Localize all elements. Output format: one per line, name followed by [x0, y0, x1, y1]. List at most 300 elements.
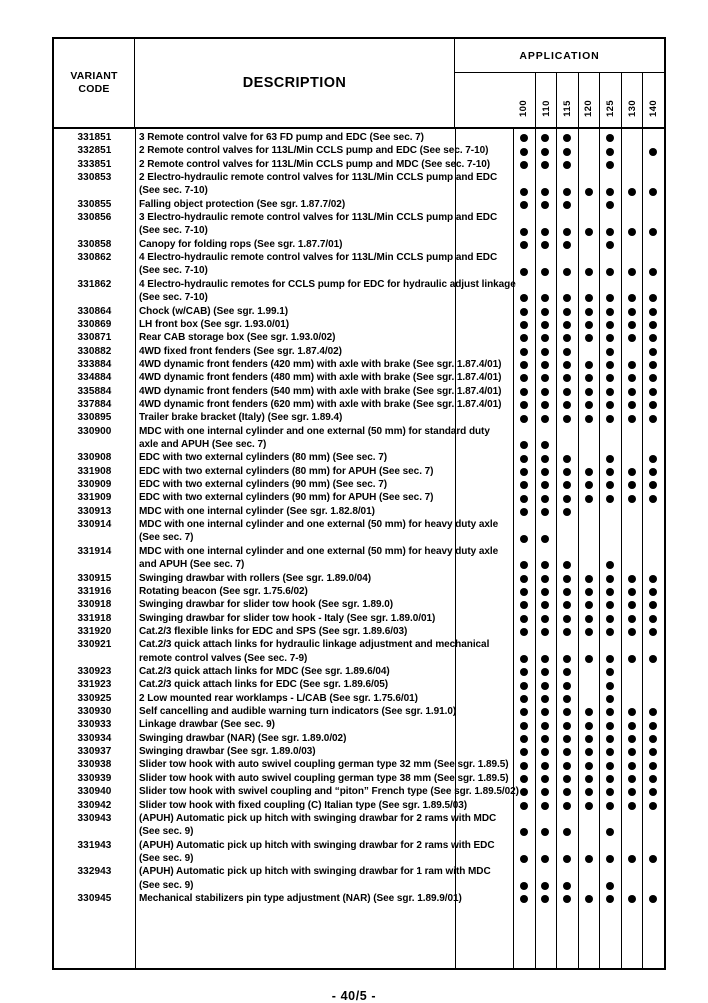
application-mark-125: [606, 388, 614, 396]
table-row: [54, 251, 664, 278]
application-mark-120: [585, 588, 593, 596]
application-mark-115: [563, 561, 571, 569]
application-mark-115: [563, 321, 571, 329]
description-line: (See sec. 7-10): [139, 292, 208, 304]
application-mark-125: [606, 722, 614, 730]
application-marks: [513, 251, 664, 278]
table-row: [54, 411, 664, 424]
description-line: Swinging drawbar (NAR) (See sgr. 1.89.0/02): [139, 732, 347, 744]
application-marks: [513, 785, 664, 798]
application-mark-120: [585, 708, 593, 716]
header-cell-variant-code: [54, 39, 135, 127]
application-mark-115: [563, 788, 571, 796]
application-mark-125: [606, 268, 614, 276]
application-mark-110: [541, 882, 549, 890]
description-text: [139, 144, 489, 157]
header-app-column-110: [535, 73, 557, 127]
application-mark-100: [520, 134, 528, 142]
description-line: Swinging drawbar for slider tow hook (See sgr. 1.89.0): [139, 599, 394, 611]
application-mark-125: [606, 828, 614, 836]
application-mark-100: [520, 802, 528, 810]
application-mark-140: [649, 495, 657, 503]
application-mark-110: [541, 722, 549, 730]
application-mark-130: [628, 188, 636, 196]
application-mark-130: [628, 748, 636, 756]
variant-code: 330913: [77, 505, 112, 517]
application-mark-100: [520, 762, 528, 770]
application-mark-125: [606, 188, 614, 196]
variant-code: 331920: [77, 625, 112, 637]
description-line: EDC with two external cylinders (80 mm) (See sec. 7): [139, 452, 388, 464]
description-line: (See sec. 7-10): [139, 185, 208, 197]
application-mark-130: [628, 361, 636, 369]
description-line: (See sec. 7): [139, 532, 194, 544]
application-mark-110: [541, 401, 549, 409]
application-mark-125: [606, 228, 614, 236]
application-mark-120: [585, 601, 593, 609]
application-mark-140: [649, 321, 657, 329]
application-mark-110: [541, 294, 549, 302]
application-mark-115: [563, 308, 571, 316]
application-mark-100: [520, 228, 528, 236]
table-row: [54, 171, 664, 198]
application-mark-130: [628, 615, 636, 623]
table-row: [54, 612, 664, 625]
application-mark-130: [628, 762, 636, 770]
description-text: [139, 305, 453, 318]
application-mark-110: [541, 201, 549, 209]
application-mark-125: [606, 748, 614, 756]
application-mark-100: [520, 481, 528, 489]
application-mark-115: [563, 762, 571, 770]
application-mark-120: [585, 481, 593, 489]
description-text: [139, 665, 453, 678]
header-app-column-label-wrap: [579, 93, 600, 123]
header-app-column-130: [621, 73, 643, 127]
application-mark-120: [585, 802, 593, 810]
variant-code: 330858: [77, 238, 112, 250]
description-text: [139, 745, 453, 758]
application-mark-125: [606, 334, 614, 342]
variant-code: 330938: [77, 759, 112, 771]
application-mark-110: [541, 615, 549, 623]
application-mark-110: [541, 268, 549, 276]
application-marks: [513, 865, 664, 892]
application-mark-100: [520, 601, 528, 609]
header-app-column-label: 120: [583, 99, 595, 117]
description-line: Cat.2/3 quick attach links for hydraulic linkage adjustment and mechanical: [139, 639, 490, 651]
application-mark-110: [541, 668, 549, 676]
description-line: 3 Electro-hydraulic remote control valves for 113L/Min CCLS pump and EDC: [139, 212, 498, 224]
application-mark-120: [585, 722, 593, 730]
application-mark-125: [606, 788, 614, 796]
application-mark-110: [541, 188, 549, 196]
application-marks: [513, 732, 664, 745]
variant-code: 330914: [77, 519, 112, 531]
header-app-column-125: [599, 73, 621, 127]
application-marks: [513, 665, 664, 678]
application-mark-115: [563, 455, 571, 463]
application-mark-100: [520, 735, 528, 743]
description-line: Swinging drawbar with rollers (See sgr. 1.89.0/04): [139, 572, 372, 584]
description-line: Cat.2/3 quick attach links for MDC (See sgr. 1.89.6/04): [139, 666, 390, 677]
description-line: 2 Remote control valves for 113L/Min CCLS pump and MDC (See sec. 7-10): [139, 158, 491, 170]
variant-code: 330856: [77, 212, 112, 224]
application-mark-100: [520, 628, 528, 636]
variant-code: 330921: [77, 639, 112, 651]
application-mark-130: [628, 628, 636, 636]
application-mark-125: [606, 348, 614, 356]
application-marks: [513, 131, 664, 144]
application-mark-110: [541, 735, 549, 743]
description-line: and APUH (See sec. 7): [139, 559, 245, 571]
application-mark-100: [520, 388, 528, 396]
variant-code: 330945: [77, 892, 112, 904]
application-mark-115: [563, 334, 571, 342]
variant-code: 330933: [77, 719, 112, 731]
application-mark-125: [606, 802, 614, 810]
table-row: [54, 572, 664, 585]
application-mark-120: [585, 775, 593, 783]
application-mark-100: [520, 855, 528, 863]
description-line: Slider tow hook with auto swivel coupling german type 32 mm (See sgr. 1.89.5): [139, 759, 509, 771]
application-mark-110: [541, 561, 549, 569]
application-mark-100: [520, 308, 528, 316]
application-mark-100: [520, 508, 528, 516]
application-mark-130: [628, 321, 636, 329]
variant-code: 330915: [77, 572, 112, 584]
application-mark-115: [563, 828, 571, 836]
application-mark-100: [520, 495, 528, 503]
application-mark-140: [649, 148, 657, 156]
variant-code: 330934: [77, 732, 112, 744]
variant-code: 330882: [77, 345, 112, 357]
variant-code: 333884: [77, 358, 112, 370]
description-line: Cat.2/3 flexible links for EDC and SPS (See sgr. 1.89.6/03): [139, 625, 408, 637]
application-mark-125: [606, 361, 614, 369]
description-line: (See sec. 9): [139, 852, 194, 864]
description-line: Slider tow hook with fixed coupling (C) Italian type (See sgr. 1.89.5/03): [139, 799, 468, 811]
application-marks: [513, 678, 664, 691]
application-mark-125: [606, 735, 614, 743]
table-row: [54, 812, 664, 839]
application-mark-110: [541, 495, 549, 503]
application-mark-130: [628, 575, 636, 583]
application-mark-125: [606, 668, 614, 676]
application-mark-140: [649, 775, 657, 783]
application-mark-125: [606, 882, 614, 890]
application-mark-125: [606, 161, 614, 169]
description-text: [139, 491, 453, 504]
application-marks: [513, 425, 664, 452]
variant-code: 330862: [77, 252, 112, 264]
header-variant-line1: VARIANT: [70, 70, 118, 82]
application-mark-140: [649, 615, 657, 623]
table-row: [54, 638, 664, 665]
variant-code: 337884: [77, 399, 112, 410]
header-cell-application: [455, 39, 664, 73]
variant-code: 330853: [77, 172, 112, 184]
description-text: [139, 865, 491, 892]
application-mark-125: [606, 682, 614, 690]
application-mark-140: [649, 722, 657, 730]
application-mark-120: [585, 895, 593, 903]
description-text: [139, 131, 453, 144]
application-mark-110: [541, 655, 549, 663]
application-marks: [513, 745, 664, 758]
table-row: [54, 131, 664, 144]
description-line: LH front box (See sgr. 1.93.0/01): [139, 318, 290, 330]
application-mark-125: [606, 308, 614, 316]
application-mark-125: [606, 561, 614, 569]
application-marks: [513, 598, 664, 611]
application-mark-110: [541, 334, 549, 342]
application-mark-110: [541, 508, 549, 516]
description-line: (APUH) Automatic pick up hitch with swinging drawbar for 2 rams with MDC: [139, 812, 497, 824]
application-mark-130: [628, 895, 636, 903]
table-row: [54, 692, 664, 705]
application-mark-115: [563, 361, 571, 369]
table-row: [54, 331, 664, 344]
application-mark-140: [649, 455, 657, 463]
application-mark-140: [649, 481, 657, 489]
application-mark-110: [541, 441, 549, 449]
header-app-column-label: 140: [648, 99, 660, 117]
application-mark-130: [628, 374, 636, 382]
application-mark-115: [563, 735, 571, 743]
application-mark-115: [563, 615, 571, 623]
application-mark-120: [585, 388, 593, 396]
application-mark-100: [520, 695, 528, 703]
description-text: [139, 612, 453, 625]
application-mark-115: [563, 495, 571, 503]
application-mark-125: [606, 895, 614, 903]
application-mark-120: [585, 228, 593, 236]
application-mark-120: [585, 762, 593, 770]
application-mark-120: [585, 361, 593, 369]
description-text: [139, 772, 509, 785]
application-mark-130: [628, 468, 636, 476]
table-row: [54, 598, 664, 611]
application-mark-115: [563, 575, 571, 583]
application-mark-140: [649, 655, 657, 663]
application-marks: [513, 812, 664, 839]
description-line: remote control valves (See sec. 7-9): [139, 652, 308, 664]
table-body: [54, 129, 664, 968]
application-marks: [513, 892, 664, 905]
application-mark-120: [585, 748, 593, 756]
description-line: (See sec. 7-10): [139, 265, 208, 277]
application-mark-110: [541, 348, 549, 356]
description-line: Linkage drawbar (See sec. 9): [139, 719, 275, 731]
description-line: Slider tow hook with auto swivel coupling german type 38 mm (See sgr. 1.89.5): [139, 772, 509, 784]
description-text: [139, 785, 519, 798]
application-mark-100: [520, 321, 528, 329]
application-mark-100: [520, 415, 528, 423]
table-row: [54, 839, 664, 866]
table-row: [54, 758, 664, 771]
application-mark-115: [563, 161, 571, 169]
application-mark-110: [541, 855, 549, 863]
description-text: [139, 799, 468, 812]
table-row: [54, 745, 664, 758]
variant-code: 330940: [77, 786, 112, 798]
description-line: 4 Electro-hydraulic remote control valves for 113L/Min CCLS pump and EDC: [139, 252, 498, 264]
application-mark-120: [585, 188, 593, 196]
description-text: [139, 478, 453, 491]
description-line: EDC with two external cylinders (90 mm) (See sec. 7): [139, 479, 388, 491]
variant-code: 330900: [77, 425, 112, 437]
application-mark-100: [520, 401, 528, 409]
application-marks: [513, 465, 664, 478]
application-mark-115: [563, 695, 571, 703]
application-mark-115: [563, 668, 571, 676]
application-mark-120: [585, 575, 593, 583]
table-row: [54, 732, 664, 745]
application-mark-100: [520, 348, 528, 356]
application-marks: [513, 451, 664, 464]
application-mark-130: [628, 495, 636, 503]
application-mark-120: [585, 468, 593, 476]
application-mark-100: [520, 148, 528, 156]
application-mark-130: [628, 722, 636, 730]
application-mark-110: [541, 374, 549, 382]
application-marks: [513, 638, 664, 665]
variant-code: 330943: [77, 812, 112, 824]
application-mark-140: [649, 188, 657, 196]
application-mark-100: [520, 268, 528, 276]
description-text: [139, 371, 502, 384]
application-mark-110: [541, 708, 549, 716]
application-mark-115: [563, 508, 571, 516]
table-row: [54, 385, 664, 398]
application-mark-100: [520, 561, 528, 569]
description-line: Self cancelling and audible warning turn indicators (See sgr. 1.91.0): [139, 706, 457, 718]
application-mark-140: [649, 802, 657, 810]
description-line: MDC with one internal cylinder and one external (50 mm) for standard duty: [139, 425, 490, 437]
description-text: [139, 572, 453, 585]
variant-code: 335884: [77, 385, 112, 397]
description-line: (APUH) Automatic pick up hitch with swinging drawbar for 2 rams with EDC: [139, 839, 495, 851]
application-mark-115: [563, 855, 571, 863]
header-app-column-100: [513, 73, 535, 127]
application-marks: [513, 305, 664, 318]
application-mark-110: [541, 161, 549, 169]
description-line: Mechanical stabilizers pin type adjustment (NAR) (See sgr. 1.89.9/01): [139, 892, 462, 904]
header-app-column-label-wrap: [622, 93, 643, 123]
application-mark-100: [520, 468, 528, 476]
table-row: [54, 772, 664, 785]
description-text: [139, 705, 457, 718]
variant-code: 331909: [77, 492, 112, 504]
application-mark-125: [606, 401, 614, 409]
application-mark-140: [649, 628, 657, 636]
description-text: [139, 718, 453, 731]
application-marks: [513, 718, 664, 731]
description-line: (See sec. 9): [139, 879, 194, 891]
description-line: Canopy for folding rops (See sgr. 1.87.7/01): [139, 238, 343, 250]
description-line: Falling object protection (See sgr. 1.87.7/02): [139, 198, 346, 210]
application-mark-140: [649, 788, 657, 796]
header-app-column-label: 100: [518, 99, 530, 117]
application-mark-120: [585, 788, 593, 796]
header-application-columns: [513, 73, 664, 127]
application-mark-130: [628, 228, 636, 236]
table-row: [54, 705, 664, 718]
application-mark-140: [649, 361, 657, 369]
description-text: [139, 732, 453, 745]
variant-code: 330871: [77, 332, 112, 344]
application-marks: [513, 318, 664, 331]
application-mark-120: [585, 294, 593, 302]
table-row: [54, 892, 664, 905]
application-mark-100: [520, 775, 528, 783]
description-line: 3 Remote control valve for 63 FD pump and EDC (See sec. 7): [139, 132, 424, 143]
application-marks: [513, 478, 664, 491]
application-marks: [513, 278, 664, 305]
page-number: - 40/5 -: [331, 989, 377, 1003]
application-mark-130: [628, 775, 636, 783]
application-mark-110: [541, 228, 549, 236]
application-mark-120: [585, 334, 593, 342]
application-mark-100: [520, 188, 528, 196]
variant-code: 330925: [77, 692, 112, 704]
description-line: (APUH) Automatic pick up hitch with swinging drawbar for 1 ram with MDC: [139, 866, 491, 878]
application-mark-115: [563, 601, 571, 609]
application-mark-100: [520, 655, 528, 663]
description-text: [139, 331, 453, 344]
application-mark-125: [606, 201, 614, 209]
application-mark-125: [606, 495, 614, 503]
variant-code: 330909: [77, 479, 112, 491]
application-mark-140: [649, 268, 657, 276]
application-mark-125: [606, 468, 614, 476]
header-variant-line2: CODE: [78, 83, 110, 95]
description-line: axle and APUH (See sec. 7): [139, 439, 267, 451]
application-mark-100: [520, 748, 528, 756]
variant-code: 331862: [77, 278, 112, 290]
application-marks: [513, 211, 664, 238]
description-line: MDC with one internal cylinder (See sgr. 1.82.8/01): [139, 505, 375, 517]
description-text: [139, 398, 502, 411]
application-mark-110: [541, 748, 549, 756]
application-marks: [513, 385, 664, 398]
application-marks: [513, 398, 664, 411]
description-text: [139, 171, 498, 198]
application-mark-115: [563, 228, 571, 236]
header-description-label: DESCRIPTION: [242, 75, 347, 91]
application-marks: [513, 505, 664, 518]
variant-code: 331918: [77, 612, 112, 624]
table-row: [54, 491, 664, 504]
header-cell-description: [135, 39, 455, 127]
description-text: [139, 198, 453, 211]
variant-code: 330942: [77, 799, 112, 811]
application-mark-140: [649, 348, 657, 356]
application-mark-100: [520, 361, 528, 369]
application-mark-140: [649, 388, 657, 396]
application-mark-120: [585, 628, 593, 636]
description-text: [139, 758, 509, 771]
application-mark-140: [649, 374, 657, 382]
variant-code: 330937: [77, 746, 112, 758]
description-text: [139, 598, 453, 611]
table-row: [54, 305, 664, 318]
variant-code: 330930: [77, 706, 112, 718]
application-mark-110: [541, 308, 549, 316]
table-row: [54, 371, 664, 384]
variant-code: 331851: [77, 132, 112, 143]
